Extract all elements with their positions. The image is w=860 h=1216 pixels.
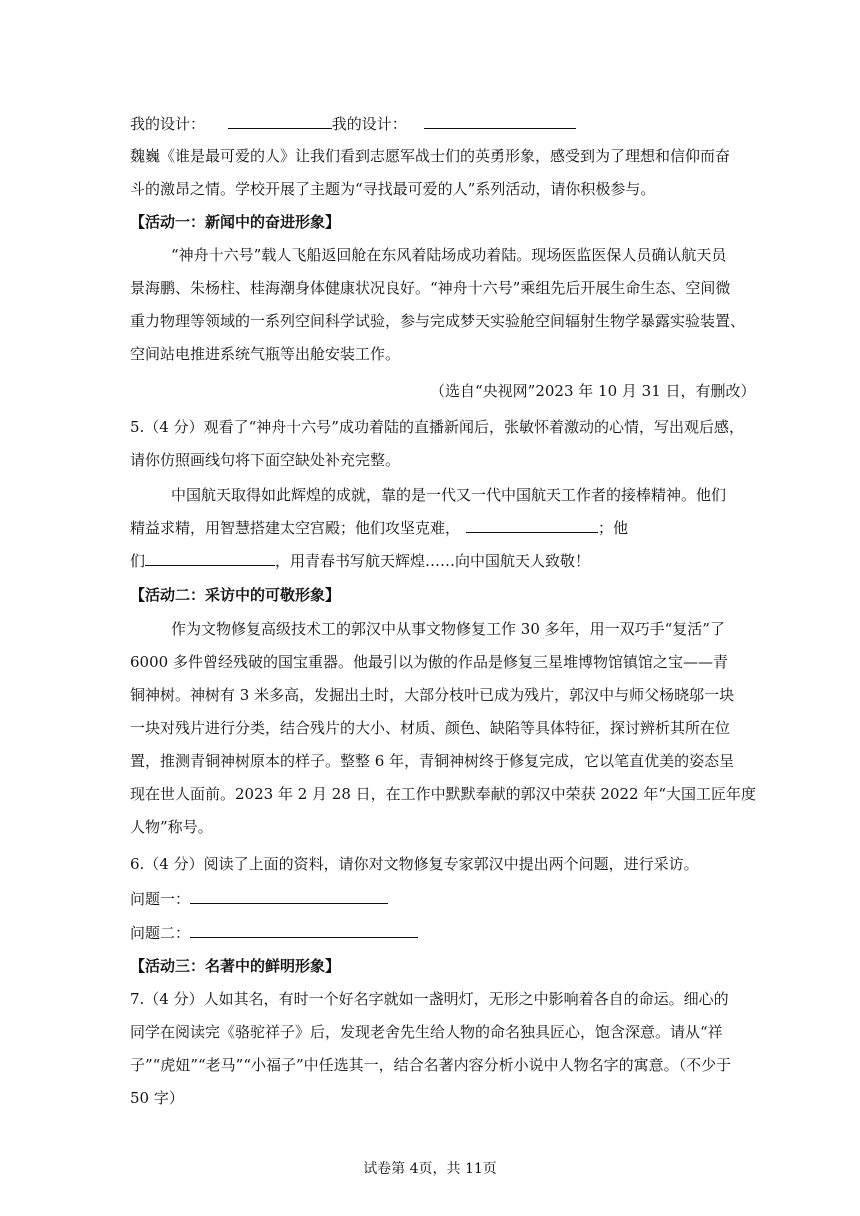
- interview-line-6: 现在世人面前。2023 年 2 月 28 日，在工作中默默奉献的郭汉中荣获 2022 年“大国工匠年度: [130, 785, 757, 803]
- q7-line-2: 同学在阅读完《骆驼祥子》后，发现老舍先生给人物的命名独具匠心，饱含深意。请从“祥: [130, 1023, 723, 1041]
- q5-para-line-1: 中国航天取得如此辉煌的成就，靠的是一代又一代中国航天工作者的接棒精神。他们: [171, 486, 727, 504]
- q5-para-line-2-text: 精益求精，用智慧搭建太空宫殿；他们攻坚克难，: [130, 519, 461, 537]
- activity1-title: 【活动一：新闻中的奋进形象】: [130, 213, 341, 231]
- q5-para-line-2: [130, 516, 628, 539]
- interview-line-2: 6000 多件曾经残破的国宝重器。他最引以为傲的作品是修复三星堆博物馆镇馆之宝——青: [130, 653, 728, 671]
- q6-question-1: [130, 887, 388, 910]
- news-line-3: 重力物理等领域的一系列空间科学试验，参与完成梦天实验舱空间辐射生物学暴露实验装置、: [130, 312, 746, 330]
- q5-answer-blank-1[interactable]: [466, 516, 598, 533]
- q5-line-2: 请你仿照画线句将下面空缺处补充完整。: [130, 451, 401, 469]
- news-line-2: 景海鹏、朱杨柱、桂海潮身体健康状况良好。“神舟十六号”乘组先后开展生命生态、空间微: [130, 279, 731, 297]
- q5-para-line-3-start: 们: [130, 552, 146, 570]
- news-line-1: “神舟十六号”载人飞船返回舱在东风着陆场成功着陆。现场医监医保人员确认航天员: [171, 246, 727, 264]
- page-footer: 试卷第 4页，共 11页: [363, 1161, 497, 1177]
- q5-answer-blank-2[interactable]: [145, 549, 275, 566]
- q7-line-4: 50 字）: [130, 1089, 184, 1107]
- interview-line-7: 人物”称号。: [130, 818, 213, 836]
- activity2-title: 【活动二：采访中的可敬形象】: [130, 586, 341, 604]
- q6-question-1-blank[interactable]: [190, 887, 388, 904]
- news-source: （选自“央视网”2023 年 10 月 31 日，有删改）: [430, 382, 756, 400]
- design-label-1: 我的设计：: [130, 115, 206, 133]
- q5-line-1: 5.（4 分）观看了“神舟十六号”成功着陆的直播新闻后，张敏怀着激动的心情，写出观后感，: [130, 418, 744, 436]
- q7-line-3: 子”“虎妞”“老马”“小福子”中任选其一，结合名著内容分析小说中人物名字的寓意。（不少于: [130, 1056, 732, 1074]
- q5-para-line-2-end: ；他: [598, 519, 629, 537]
- interview-line-3: 铜神树。神树有 3 米多高，发掘出土时，大部分枝叶已成为残片，郭汉中与师父杨晓邬一块: [130, 686, 735, 704]
- q7-line-1: 7.（4 分）人如其名，有时一个好名字就如一盏明灯，无形之中影响着各自的命运。细心的: [130, 990, 729, 1008]
- interview-line-4: 一块对残片进行分类，结合残片的大小、材质、颜色、缺陷等具体特征，探讨辨析其所在位: [130, 719, 731, 737]
- q6-question-2-blank[interactable]: [190, 921, 418, 938]
- news-line-4: 空间站电推进系统气瓶等出舱安装工作。: [130, 345, 401, 363]
- design-line: [130, 112, 576, 135]
- design-blank-2[interactable]: [424, 112, 576, 129]
- design-label-2: 我的设计：: [331, 115, 407, 133]
- intro-line-1: 魏巍《谁是最可爱的人》让我们看到志愿军战士们的英勇形象，感受到为了理想和信仰而奋: [130, 147, 731, 165]
- q6-question-2-label: 问题二：: [130, 924, 191, 942]
- intro-line-2: 斗的激昂之情。学校开展了主题为“寻找最可爱的人”系列活动，请你积极参与。: [130, 180, 656, 198]
- q6-line-1: 6.（4 分）阅读了上面的资料，请你对文物修复专家郭汉中提出两个问题，进行采访。: [130, 855, 699, 873]
- interview-line-5: 置，推测青铜神树原本的样子。整整 6 年，青铜神树终于修复完成，它以笔直优美的姿态呈: [130, 752, 735, 770]
- q5-para-line-3-text: ，用青春书写航天辉煌……向中国航天人致敬！: [275, 552, 591, 570]
- interview-line-1: 作为文物修复高级技术工的郭汉中从事文物修复工作 30 多年，用一双巧手“复活”了: [171, 620, 725, 638]
- q6-question-2: [130, 921, 418, 944]
- q6-question-1-label: 问题一：: [130, 890, 191, 908]
- q5-para-line-3: [130, 549, 590, 572]
- design-blank-1[interactable]: [228, 112, 332, 129]
- activity3-title: 【活动三：名著中的鲜明形象】: [130, 957, 341, 975]
